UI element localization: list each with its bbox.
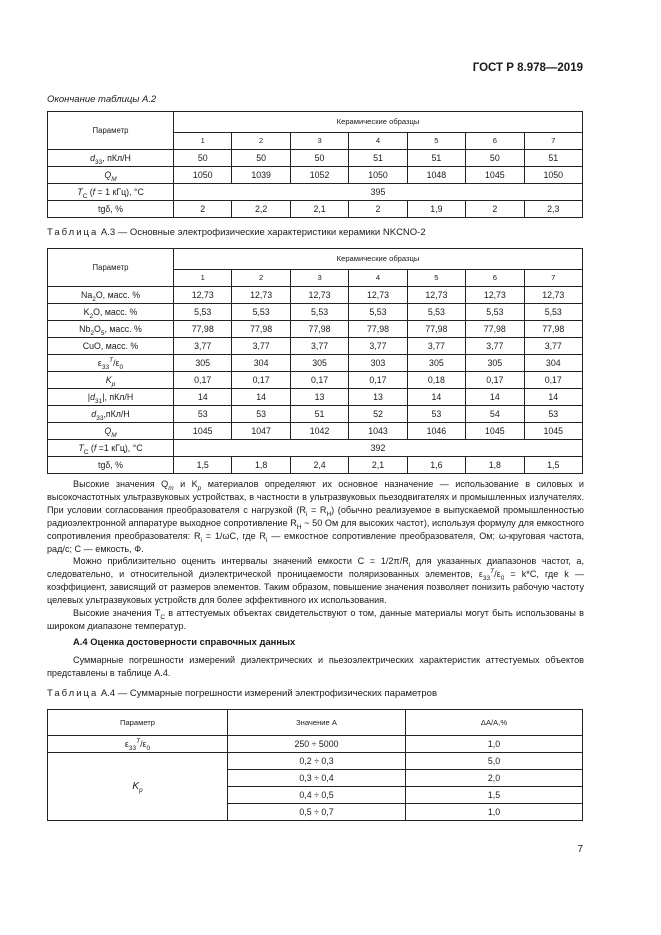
table-row [48, 184, 583, 201]
sample-header-6: 6 [466, 133, 524, 150]
section-a4-title: А.4 Оценка достоверности справочных данных [73, 636, 296, 647]
row-label-tc: $T_C$ (f = 1 кГц), °C [48, 184, 174, 201]
table-row: $K_p$ 0,17 0,17 0,17 0,17 0,18 0,17 0,17 [48, 372, 583, 389]
sample-header-3: 3 [290, 133, 348, 150]
row-label-cuo: CuO, масс. % [48, 338, 174, 355]
header-value: Значение А [228, 710, 406, 736]
sample-header-4: 4 [349, 270, 407, 287]
table-row: tgδ, % 1,5 1,8 2,4 2,1 1,6 1,8 1,5 [48, 457, 583, 474]
table-row: CuO, масс. % 3,77 3,77 3,77 3,77 3,77 3,77 3,77 [48, 338, 583, 355]
paragraph-1: Высокие значения $Q_m$ и $K_p$ материалов определяют их основное назначение — использование в силовых и высокочастотных ультразвуковых устройствах, в частности в ультразвуковых пьезодвигателях и промышленных излучателях. При условии согласования преобразователя с нагрузкой $(R_i = R_H)$ (обычно реализуемое в выпускаемой промышленностью радиоэлектронной аппаратуре выходное сопротивление $R_H$ ~ 50 Ом для высоких частот), используя формулу для емкостного сопротивления преобразователя: $R_i = 1/\omega C$, где $R_i$ — емкостное сопротивление преобразователя, Ом; ω-круговая частота, рад/с; C — емкость, Ф. [47, 479, 584, 554]
merged-value: 395 [174, 184, 583, 201]
page-number: 7 [577, 844, 583, 855]
sample-header-7: 7 [524, 133, 582, 150]
table-a4 [47, 709, 583, 821]
table-row: $K_2O$, масс. % 5,53 5,53 5,53 5,53 5,53 5,53 5,53 [48, 304, 583, 321]
sample-header-4: 4 [349, 133, 407, 150]
sample-header-1: 1 [174, 270, 232, 287]
sample-header-2: 2 [232, 133, 290, 150]
row-label-kp: $K_p$ [48, 372, 174, 389]
row-label-d31: $|d_{31}|$, пКл/Н [48, 389, 174, 406]
header-param: Параметр [48, 710, 228, 736]
table-row: 0,5 ÷ 0,7 1,0 [48, 804, 583, 821]
param-header: Параметр [48, 112, 174, 150]
row-label-qm: $Q_M$ [48, 423, 174, 440]
header-error: ΔA/A,% [406, 710, 583, 736]
group-header: Керамические образцы [174, 249, 583, 270]
table-a2-caption: Окончание таблицы А.2 [47, 94, 157, 105]
row-label-epsilon: $\varepsilon_{33}^T/\varepsilon_0$ [48, 736, 228, 753]
sample-header-7: 7 [524, 270, 582, 287]
table-row: tgδ, % 2 2,2 2,1 2 1,9 2 2,3 [48, 201, 583, 218]
row-label-na2o: $Na_2O$, масс. % [48, 287, 174, 304]
body-paragraphs [47, 478, 584, 633]
table-row: $Nb_2O_5$, масс. % 77,98 77,98 77,98 77,98 77,98 77,98 77,98 [48, 321, 583, 338]
table-a2 [47, 111, 583, 218]
sample-header-2: 2 [232, 270, 290, 287]
sample-header-5: 5 [407, 270, 465, 287]
table-row: 0,4 ÷ 0,5 1,5 [48, 787, 583, 804]
param-header: Параметр [48, 249, 174, 287]
table-row: $K_p$ 0,2 ÷ 0,3 5,0 [48, 753, 583, 770]
table-row: $|d_{31}|$, пКл/Н 14 14 13 13 14 14 14 [48, 389, 583, 406]
table-row: $Na_2O$, масс. % 12,73 12,73 12,73 12,73 12,73 12,73 12,73 [48, 287, 583, 304]
group-header: Керамические образцы [174, 112, 583, 133]
table-row: $\varepsilon_{33}^T/\varepsilon_0$ 250 ÷ 5000 1,0 [48, 736, 583, 753]
row-label-nb2o5: $Nb_2O_5$, масс. % [48, 321, 174, 338]
row-label-k2o: $K_2O$, масс. % [48, 304, 174, 321]
row-label-tgd: tgδ, % [48, 457, 174, 474]
row-label-tgd: tgδ, % [48, 201, 174, 218]
table-row: $d_{33}$, пКл/Н 50 50 50 51 51 50 51 [48, 150, 583, 167]
table-a4-caption: Таблица А.4 — Суммарные погрешности измерений электрофизических параметров [47, 688, 437, 699]
merged-value: 392 [174, 440, 583, 457]
row-label-kp: $K_p$ [48, 753, 228, 821]
table-a3-caption: Таблица А.3 — Основные электрофизические характеристики керамики NKCNO-2 [47, 227, 426, 238]
row-label-qm: $Q_M$ [48, 167, 174, 184]
table-row: $\varepsilon_{33}^T/\varepsilon_0$ 305 304 305 303 305 305 304 [48, 355, 583, 372]
table-row: $Q_M$ 1045 1047 1042 1043 1046 1045 1045 [48, 423, 583, 440]
table-row: $Q_M$ 1050 1039 1052 1050 1048 1045 1050 [48, 167, 583, 184]
row-label-tc: $T_C$ (f =1 кГц), °C [48, 440, 174, 457]
paragraph-2: Можно приблизительно оценить интервалы значений емкости $C = 1/2\pi/R_i$ для указанных диапазонов частот, a, следовательно, и относительной диэлектрической проницаемости поляризованных элементов, $\varepsilon_{33}^T/\varepsilon_0 = k*C$, где k — коэффициент, зависящий от размеров элементов. Таким образом, повышение значения позволяет понизить рабочую частоту целевых ультразвуковых устройств для более эффективного их использования. [47, 556, 585, 606]
table-row: $d_{33},пКл/Н$ 53 53 51 52 53 54 53 [48, 406, 583, 423]
sample-header-6: 6 [466, 270, 524, 287]
paragraph-4: Суммарные погрешности измерений диэлектрических и пьезоэлектрических характеристик аттестуемых объектов представлены в таблице А.4. [47, 655, 584, 678]
row-label-d33: $d_{33},пКл/Н$ [48, 406, 174, 423]
row-label-epsilon: $\varepsilon_{33}^T/\varepsilon_0$ [48, 355, 174, 372]
table-a3 [47, 248, 583, 474]
row-label-d33: $d_{33}$, пКл/Н [48, 150, 174, 167]
table-row [48, 440, 583, 457]
paragraph-3: Высокие значения $T_C$ в аттестуемых объектах свидетельствуют о том, данные материалы могут быть использованы в широком диапазоне температур. [47, 608, 584, 631]
sample-header-1: 1 [174, 133, 232, 150]
sample-header-3: 3 [290, 270, 348, 287]
table-row: 0,3 ÷ 0,4 2,0 [48, 770, 583, 787]
sample-header-5: 5 [407, 133, 465, 150]
standard-header: ГОСТ Р 8.978—2019 [472, 62, 583, 74]
